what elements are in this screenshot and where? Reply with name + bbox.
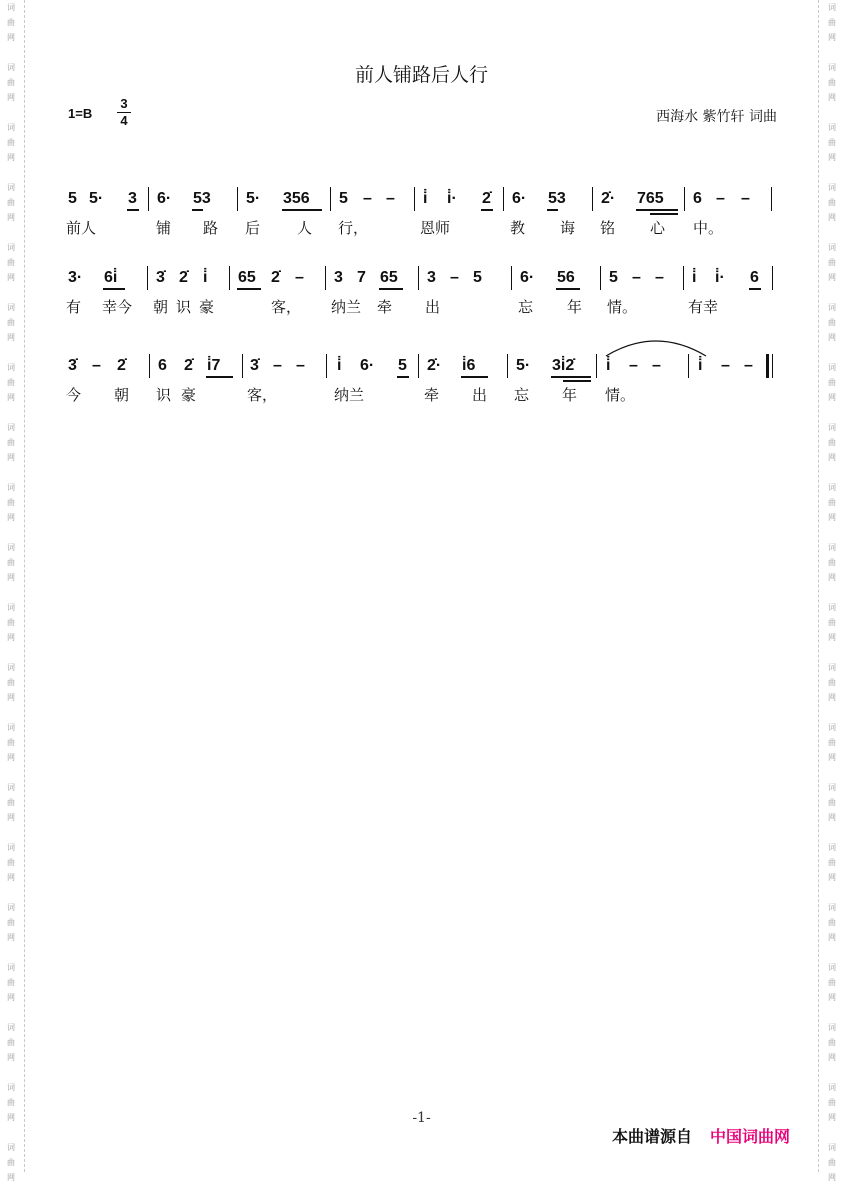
- watermark-mark: 词 曲 网: [828, 183, 836, 222]
- note: 356: [283, 190, 310, 207]
- watermark-mark: 词 曲 网: [828, 1083, 836, 1122]
- lyric: 幸今: [102, 298, 133, 316]
- lyric: 人: [297, 219, 313, 237]
- note: –: [363, 190, 372, 207]
- lyric: 有幸: [688, 298, 719, 316]
- note: 765: [637, 190, 664, 207]
- note: –: [450, 269, 459, 286]
- meter-bottom: 4: [120, 113, 128, 128]
- note: i̇6: [462, 357, 476, 374]
- watermark-mark: 词 曲 网: [828, 423, 836, 462]
- note: 6: [158, 357, 167, 374]
- barline: [242, 354, 243, 378]
- note-underline: [563, 380, 591, 382]
- note: 6·: [360, 357, 375, 374]
- note: 6·: [520, 269, 535, 286]
- note: 5·: [516, 357, 531, 374]
- barline: [237, 187, 238, 211]
- watermark-mark: 词 曲 网: [828, 123, 836, 162]
- barline: [771, 187, 772, 211]
- tie-slur: [604, 332, 710, 358]
- lyric: 豪: [181, 386, 197, 404]
- watermark-mark: 词 曲 网: [828, 1143, 836, 1182]
- lyric: 前人: [66, 219, 97, 237]
- lyric: 年: [567, 298, 583, 316]
- barline: [596, 354, 597, 378]
- lyricist-composer-credit: 西海水 紫竹轩 词曲: [656, 109, 777, 125]
- note: 2̇: [184, 357, 193, 374]
- watermark-mark: 词 曲 网: [7, 603, 15, 642]
- note: –: [721, 357, 730, 374]
- lyric: 情。: [605, 386, 636, 404]
- note: 3: [128, 190, 137, 207]
- barline: [592, 187, 593, 211]
- barline: [325, 266, 326, 290]
- watermark-mark: 词 曲 网: [7, 303, 15, 342]
- watermark-mark: 词 曲 网: [7, 183, 15, 222]
- watermark-mark: 词 曲 网: [828, 843, 836, 882]
- page-number: -1-: [412, 1110, 431, 1126]
- note: 2̇·: [601, 190, 616, 207]
- note: 53: [548, 190, 566, 207]
- note-underline: [636, 209, 678, 211]
- lyric: 中。: [693, 219, 724, 237]
- source-label: 本曲谱源自: [612, 1127, 693, 1146]
- watermark-mark: 词 曲 网: [828, 363, 836, 402]
- source-brand-link[interactable]: 中国词曲网: [710, 1127, 791, 1146]
- watermark-mark: 词 曲 网: [7, 1023, 15, 1062]
- note-underline: [556, 288, 580, 290]
- note-underline: [282, 209, 322, 211]
- watermark-mark: 词 曲 网: [828, 663, 836, 702]
- lyric: 纳兰: [331, 298, 362, 316]
- watermark-mark: 词 曲 网: [7, 423, 15, 462]
- lyric: 识: [156, 386, 172, 404]
- barline: [330, 187, 331, 211]
- note: –: [632, 269, 641, 286]
- note: i̇: [698, 357, 703, 374]
- note: –: [386, 190, 395, 207]
- note-underline: [206, 376, 233, 378]
- note-underline: [461, 376, 488, 378]
- note: 3̇: [156, 269, 165, 286]
- note: 3̇: [250, 357, 259, 374]
- note: i̇: [337, 357, 342, 374]
- final-barline: [766, 354, 769, 378]
- note: 5·: [246, 190, 261, 207]
- note: –: [744, 357, 753, 374]
- note: i̇: [606, 357, 611, 374]
- note: 3̇: [68, 357, 77, 374]
- note: 6·: [157, 190, 172, 207]
- note-underline: [749, 288, 761, 290]
- lyric: 铭: [600, 219, 616, 237]
- note: i̇·: [715, 269, 725, 286]
- note: 53: [193, 190, 211, 207]
- watermark-mark: 词 曲 网: [7, 1143, 15, 1182]
- note-underline: [481, 209, 493, 211]
- lyric: 年: [562, 386, 578, 404]
- lyric: 牵: [377, 298, 393, 316]
- note-underline: [192, 209, 203, 211]
- watermark-mark: 词 曲 网: [7, 1083, 15, 1122]
- note-underline: [379, 288, 403, 290]
- lyric: 后: [245, 219, 261, 237]
- watermark-mark: 词 曲 网: [828, 1023, 836, 1062]
- note: –: [716, 190, 725, 207]
- watermark-mark: 词 曲 网: [7, 963, 15, 1002]
- note: 2̇: [271, 269, 280, 286]
- note: 6: [750, 269, 759, 286]
- watermark-mark: 词 曲 网: [7, 483, 15, 522]
- note: –: [295, 269, 304, 286]
- watermark-mark: 词 曲 网: [828, 303, 836, 342]
- watermark-mark: 词 曲 网: [7, 723, 15, 762]
- lyric: 出: [425, 298, 441, 316]
- watermark-mark: 词 曲 网: [7, 3, 15, 42]
- note: –: [92, 357, 101, 374]
- lyric: 教: [510, 219, 526, 237]
- note-underline: [551, 376, 591, 378]
- barline: [147, 266, 148, 290]
- note-underline: [127, 209, 139, 211]
- lyric: 忘: [514, 386, 530, 404]
- watermark-mark: 词 曲 网: [828, 63, 836, 102]
- watermark-mark: 词 曲 网: [828, 723, 836, 762]
- lyric: 客，: [247, 386, 278, 404]
- note: 7: [357, 269, 366, 286]
- note: 56: [557, 269, 575, 286]
- lyric: 铺: [156, 219, 172, 237]
- note-underline: [650, 213, 678, 215]
- lyric: 忘: [518, 298, 534, 316]
- lyric: 纳兰: [334, 386, 365, 404]
- note: 65: [238, 269, 256, 286]
- note: 5: [609, 269, 618, 286]
- note: 5: [473, 269, 482, 286]
- note: 3i̇2̇: [552, 357, 575, 374]
- note-underline: [103, 288, 125, 290]
- note: 5: [398, 357, 407, 374]
- note-underline: [547, 209, 558, 211]
- watermark-mark: 词 曲 网: [7, 783, 15, 822]
- note: i̇7: [207, 357, 221, 374]
- watermark-mark: 词 曲 网: [828, 903, 836, 942]
- lyric: 行，: [338, 219, 369, 237]
- note-underline: [237, 288, 261, 290]
- watermark-mark: 词 曲 网: [7, 903, 15, 942]
- note: 2̇: [482, 190, 491, 207]
- note: –: [629, 357, 638, 374]
- barline: [683, 266, 684, 290]
- lyric: 朝: [114, 386, 130, 404]
- watermark-mark: 词 曲 网: [7, 63, 15, 102]
- note: 2̇: [179, 269, 188, 286]
- watermark-mark: 词 曲 网: [828, 3, 836, 42]
- note: 3: [427, 269, 436, 286]
- note: 2̇: [117, 357, 126, 374]
- note: 6i̇: [104, 269, 118, 286]
- watermark-mark: 词 曲 网: [828, 783, 836, 822]
- barline: [503, 187, 504, 211]
- note: –: [296, 357, 305, 374]
- barline: [418, 354, 419, 378]
- note-underline: [397, 376, 409, 378]
- watermark-mark: 词 曲 网: [7, 543, 15, 582]
- note: i̇: [692, 269, 697, 286]
- barline: [414, 187, 415, 211]
- lyric: 诲: [560, 219, 576, 237]
- lyric: 有: [66, 298, 82, 316]
- note: i̇: [203, 269, 208, 286]
- watermark-mark: 词 曲 网: [7, 843, 15, 882]
- barline: [772, 266, 773, 290]
- note: –: [741, 190, 750, 207]
- note: i̇·: [447, 190, 457, 207]
- barline: [418, 266, 419, 290]
- lyric: 识: [176, 298, 192, 316]
- watermark-mark: 词 曲 网: [7, 363, 15, 402]
- watermark-mark: 词 曲 网: [7, 243, 15, 282]
- note: –: [652, 357, 661, 374]
- meter-top: 3: [120, 96, 128, 111]
- lyric: 今: [66, 386, 82, 404]
- watermark-mark: 词 曲 网: [828, 543, 836, 582]
- barline: [600, 266, 601, 290]
- lyric: 豪: [199, 298, 215, 316]
- barline: [507, 354, 508, 378]
- lyric: 朝: [153, 298, 169, 316]
- watermark-mark: 词 曲 网: [7, 663, 15, 702]
- note: –: [655, 269, 664, 286]
- note: 5·: [89, 190, 104, 207]
- lyric: 心: [650, 219, 666, 237]
- watermark-mark: 词 曲 网: [828, 603, 836, 642]
- final-barline: [772, 354, 773, 378]
- lyric: 客，: [271, 298, 302, 316]
- barline: [684, 187, 685, 211]
- lyric: 恩师: [420, 219, 451, 237]
- key-signature: 1=B: [68, 106, 93, 121]
- note: 5: [339, 190, 348, 207]
- lyric: 出: [472, 386, 488, 404]
- song-title: 前人铺路后人行: [354, 64, 488, 86]
- note: i̇: [423, 190, 428, 207]
- watermark-mark: 词 曲 网: [828, 483, 836, 522]
- watermark-mark: 词 曲 网: [7, 123, 15, 162]
- note: –: [273, 357, 282, 374]
- note: 2̇·: [427, 357, 442, 374]
- note: 3·: [68, 269, 83, 286]
- lyric: 牵: [424, 386, 440, 404]
- barline: [229, 266, 230, 290]
- note: 3: [334, 269, 343, 286]
- note: 6: [693, 190, 702, 207]
- note: 65: [380, 269, 398, 286]
- barline: [511, 266, 512, 290]
- lyric: 情。: [607, 298, 638, 316]
- note: 6·: [512, 190, 527, 207]
- lyric: 路: [203, 219, 219, 237]
- note: 5: [68, 190, 77, 207]
- watermark-mark: 词 曲 网: [828, 243, 836, 282]
- source-attribution: [612, 1124, 790, 1147]
- barline: [149, 354, 150, 378]
- barline: [148, 187, 149, 211]
- barline: [326, 354, 327, 378]
- watermark-mark: 词 曲 网: [828, 963, 836, 1002]
